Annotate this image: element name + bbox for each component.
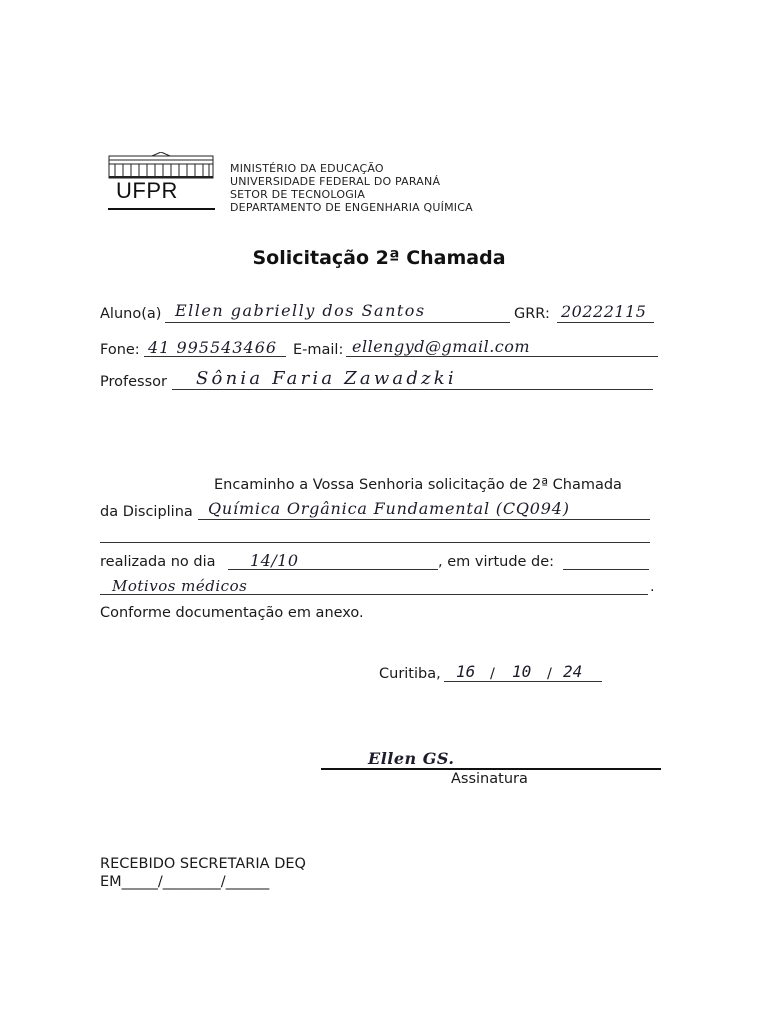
date-separator-2: / <box>547 666 552 682</box>
signature-line <box>321 768 661 770</box>
email-field[interactable]: ellengyd@gmail.com <box>352 337 531 356</box>
header-setor: SETOR DE TECNOLOGIA <box>230 188 366 201</box>
email-label: E-mail: <box>293 342 344 358</box>
date-underline <box>444 681 602 682</box>
signature-field[interactable]: Ellen GS. <box>368 749 455 768</box>
page-title: Solicitação 2ª Chamada <box>252 247 506 269</box>
secretaria-date-line: EM_____/________/______ <box>100 874 270 890</box>
secretaria-label: RECEBIDO SECRETARIA DEQ <box>100 856 306 872</box>
professor-field[interactable]: Sônia Faria Zawadzki <box>196 368 457 389</box>
ufpr-logo-text: UFPR <box>116 178 178 203</box>
virtude-underline <box>563 569 649 570</box>
professor-label: Professor <box>100 374 167 390</box>
encaminho-text: Encaminho a Vossa Senhoria solicitação de 2ª Chamada <box>214 477 622 493</box>
aluno-label: Aluno(a) <box>100 306 162 322</box>
disciplina-underline <box>198 519 650 520</box>
aluno-field[interactable]: Ellen gabrielly dos Santos <box>175 301 426 320</box>
grr-underline <box>557 322 654 323</box>
professor-underline <box>172 389 653 390</box>
motivo-field[interactable]: Motivos médicos <box>112 577 248 595</box>
fone-label: Fone: <box>100 342 140 358</box>
grr-field[interactable]: 20222115 <box>561 302 647 321</box>
conforme-text: Conforme documentação em anexo. <box>100 605 364 621</box>
aluno-underline <box>165 322 510 323</box>
logo-underline <box>108 208 215 210</box>
realizada-label: realizada no dia <box>100 554 216 570</box>
header-ministerio: MINISTÉRIO DA EDUCAÇÃO <box>230 162 384 175</box>
email-underline <box>346 356 658 357</box>
fone-field[interactable]: 41 995543466 <box>148 338 278 357</box>
realizada-date-field[interactable]: 14/10 <box>250 551 299 570</box>
grr-label: GRR: <box>514 306 550 322</box>
disciplina-field[interactable]: Química Orgânica Fundamental (CQ094) <box>208 499 570 518</box>
curitiba-label: Curitiba, <box>379 666 441 682</box>
date-month-field[interactable]: 10 <box>512 662 532 681</box>
header-departamento: DEPARTAMENTO DE ENGENHARIA QUÍMICA <box>230 201 473 214</box>
header-universidade: UNIVERSIDADE FEDERAL DO PARANÁ <box>230 175 441 188</box>
motivo-period: . <box>650 579 655 595</box>
virtude-label: , em virtude de: <box>438 554 555 570</box>
date-year-field[interactable]: 24 <box>563 662 583 681</box>
disciplina-label: da Disciplina <box>100 504 193 520</box>
signature-label: Assinatura <box>451 771 528 787</box>
date-day-field[interactable]: 16 <box>456 662 476 681</box>
disciplina-continuation-line <box>100 542 650 543</box>
date-separator-1: / <box>490 666 495 682</box>
